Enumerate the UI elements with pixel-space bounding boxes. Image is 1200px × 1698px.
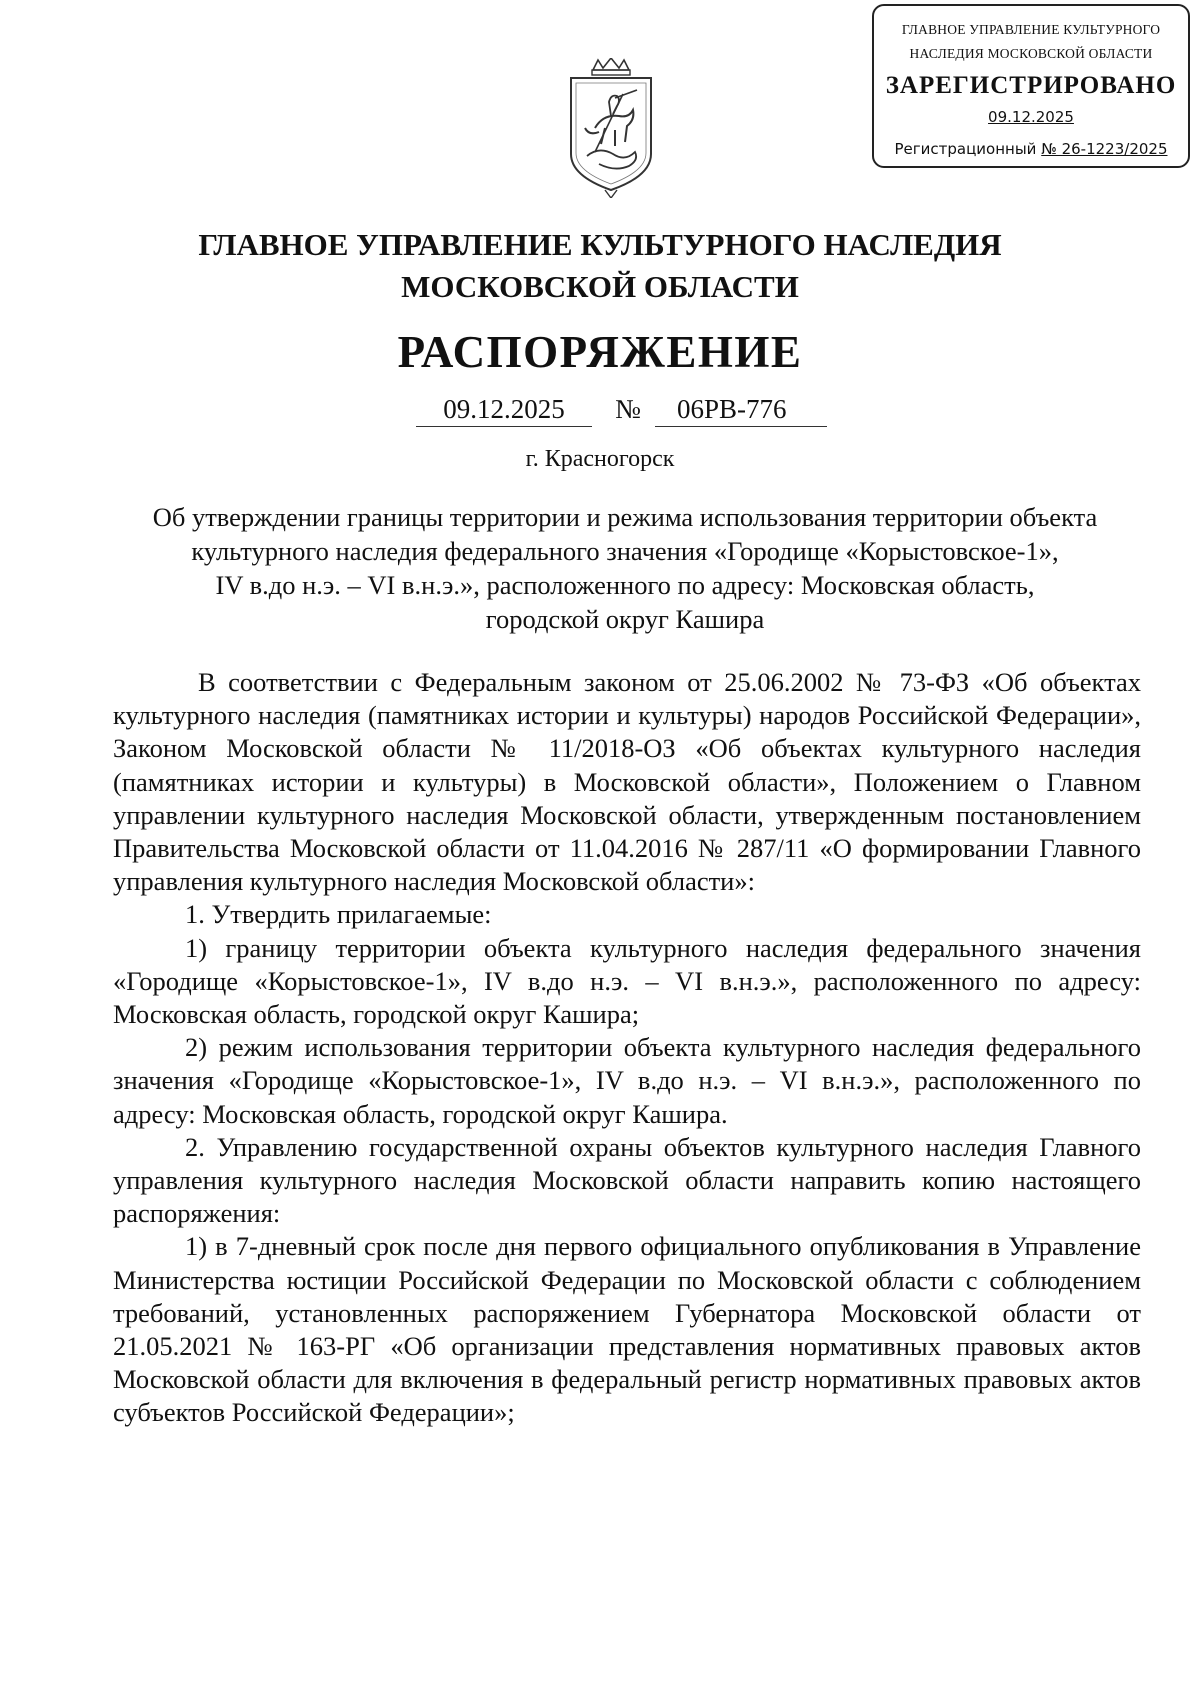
org-heading-line-1: ГЛАВНОЕ УПРАВЛЕНИЕ КУЛЬТУРНОГО НАСЛЕДИЯ <box>198 227 1002 262</box>
stamp-reg-number <box>874 138 1188 160</box>
stamp-status: ЗАРЕГИСТРИРОВАНО <box>885 72 1177 99</box>
stamp-reg-label: Регистрационный <box>894 140 1037 158</box>
document-number: 06РВ-776 <box>655 392 827 427</box>
body-paragraph-preamble: В соответствии с Федеральным законом от 25.06.2002 № 73-ФЗ «Об объектах культурного наследия (памятниках истории и культуры) народов Российской Федерации», Законом Московской области № 11/2018-ОЗ «Об объектах культурного наследия (памятниках истории и культуры) в Московской области», Положением о Главном управлении культурного наследия Московской области, утвержденным постановлением Правительства Московской области от 11.04.2016 № 287/11 «О формировании Главного управления культурного наследия Московской области»: <box>113 667 1141 897</box>
body-paragraph-item-2: 2. Управлению государственной охраны объектов культурного наследия Главного управления культурного наследия Московской области направить копию настоящего распоряжения: <box>113 1131 1141 1229</box>
body-paragraph-item-1: 1. Утвердить прилагаемые: <box>185 899 492 930</box>
document-type: РАСПОРЯЖЕНИЕ <box>397 327 803 377</box>
moscow-oblast-coat-of-arms-icon <box>565 58 657 198</box>
stamp-org-line-1: ГЛАВНОЕ УПРАВЛЕНИЕ КУЛЬТУРНОГО <box>901 22 1161 37</box>
org-heading-line-2: МОСКОВСКОЙ ОБЛАСТИ <box>401 269 799 304</box>
document-city: г. Красногорск <box>525 446 675 472</box>
body-paragraph-item-2-1: 1) в 7-дневный срок после дня первого официального опубликования в Управление Министерства юстиции Российской Федерации по Московской области с соблюдением требований, установленных распоряжением Губернатора Московской области от 21.05.2021 № 163-РГ «Об организации представления нормативных правовых актов Московской области для включения в федеральный регистр нормативных правовых актов субъектов Российской Федерации»; <box>113 1231 1141 1428</box>
title-line-2: культурного наследия федерального значения «Городище «Корыстовское-1», <box>191 536 1059 566</box>
document-title <box>110 500 1140 636</box>
title-line-1: Об утверждении границы территории и режима использования территории объекта <box>152 502 1098 532</box>
stamp-reg-value: № 26-1223/2025 <box>1041 140 1168 158</box>
title-line-3: IV в.до н.э. – VI в.н.э.», расположенного по адресу: Московская область, <box>215 570 1035 600</box>
stamp-date: 09.12.2025 <box>988 108 1074 126</box>
registration-stamp <box>872 4 1190 168</box>
body-paragraph-item-1-1: 1) границу территории объекта культурного наследия федерального значения «Городище «Корыстовское-1», IV в.до н.э. – VI в.н.э.», расположенного по адресу: Московская область, городской округ Кашира; <box>113 932 1141 1030</box>
body-paragraph-item-1-2: 2) режим использования территории объекта культурного наследия федерального значения «Городище «Корыстовское-1», IV в.до н.э. – VI в.н.э.», расположенного по адресу: Московская область, городской округ Кашира. <box>113 1032 1141 1129</box>
stamp-org-line-2: НАСЛЕДИЯ МОСКОВСКОЙ ОБЛАСТИ <box>909 46 1153 61</box>
document-date: 09.12.2025 <box>416 392 592 427</box>
title-line-4: городской округ Кашира <box>485 604 765 634</box>
number-sign: № <box>615 394 641 424</box>
document-body <box>113 666 1141 1430</box>
organization-heading <box>0 224 1200 308</box>
